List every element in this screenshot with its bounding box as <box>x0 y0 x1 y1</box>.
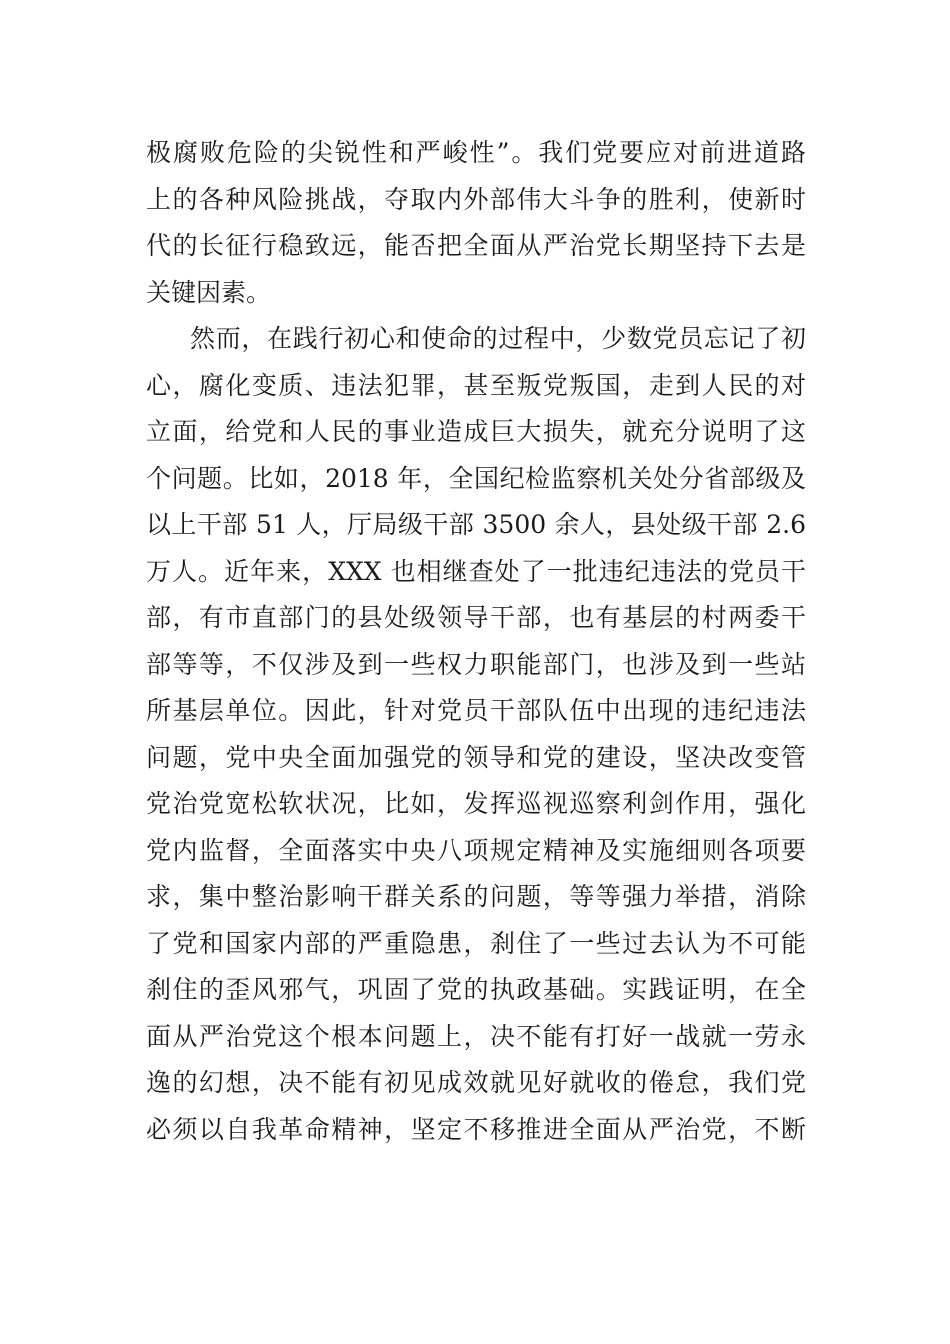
text-line: 部等等，不仅涉及到一些权力职能部门，也涉及到一些站 <box>146 649 806 679</box>
text-line: 关键因素。 <box>146 277 272 307</box>
text-line: 上的各种风险挑战，夺取内外部伟大斗争的胜利，使新时 <box>146 184 806 214</box>
text-line: 逸的幻想，决不能有初见成效就见好就收的倦怠，我们党 <box>146 1068 806 1097</box>
text-line: 以上干部 51 人，厅局级干部 3500 余人，县处级干部 2.6 <box>146 510 806 539</box>
text-line: 万人。近年来，XXX 也相继查处了一批违纪违法的党员干 <box>146 556 806 586</box>
paragraph-1 <box>146 130 806 316</box>
text-line: 必须以自我革命精神，坚定不移推进全面从严治党，不断 <box>146 1114 806 1144</box>
document-body <box>146 130 806 1153</box>
text-line: 立面，给党和人民的事业造成巨大损失，就充分说明了这 <box>146 417 806 446</box>
paragraph-2 <box>146 316 806 1153</box>
text-line: 党内监督，全面落实中央八项规定精神及实施细则各项要 <box>146 835 806 865</box>
text-line: 党治党宽松软状况，比如，发挥巡视巡察利剑作用，强化 <box>146 789 806 818</box>
text-line: 然而，在践行初心和使命的过程中，少数党员忘记了初 <box>190 324 806 353</box>
text-line: 极腐败危险的尖锐性和严峻性”。我们党要应对前进道路 <box>146 138 806 167</box>
text-line: 心，腐化变质、违法犯罪，甚至叛党叛国，走到人民的对 <box>146 370 806 400</box>
text-line: 求，集中整治影响干群关系的问题，等等强力举措，消除 <box>146 882 806 911</box>
text-line: 了党和国家内部的严重隐患，刹住了一些过去认为不可能 <box>146 928 806 958</box>
text-line: 所基层单位。因此，针对党员干部队伍中出现的违纪违法 <box>146 696 806 725</box>
text-line: 刹住的歪风邪气，巩固了党的执政基础。实践证明，在全 <box>146 975 806 1004</box>
text-line: 问题，党中央全面加强党的领导和党的建设，坚决改变管 <box>146 742 806 772</box>
text-line: 个问题。比如，2018 年，全国纪检监察机关处分省部级及 <box>146 463 806 493</box>
text-line: 代的长征行稳致远，能否把全面从严治党长期坚持下去是 <box>146 231 806 260</box>
text-line: 部，有市直部门的县处级领导干部，也有基层的村两委干 <box>146 603 806 632</box>
text-line: 面从严治党这个根本问题上，决不能有打好一战就一劳永 <box>146 1021 806 1051</box>
